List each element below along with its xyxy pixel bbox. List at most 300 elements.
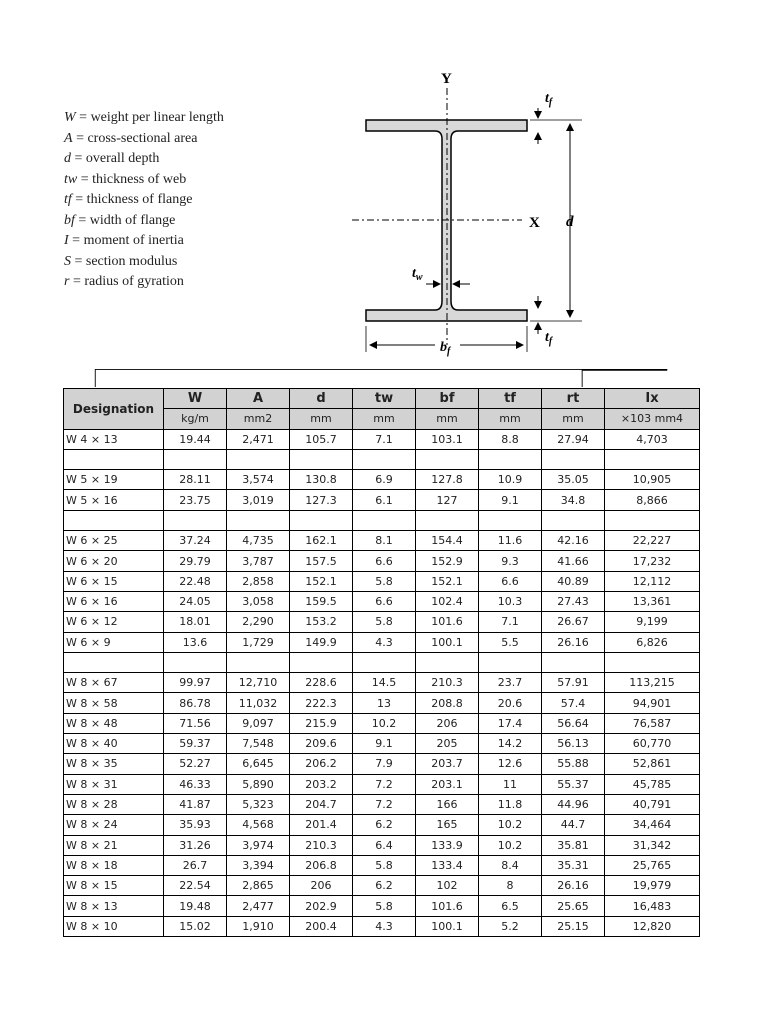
value-cell: 13 (353, 693, 416, 713)
value-cell: 44.7 (542, 815, 605, 835)
value-cell: 52.27 (164, 754, 227, 774)
value-cell: 5,890 (227, 774, 290, 794)
value-cell: 2,477 (227, 896, 290, 916)
value-cell: 60,770 (605, 734, 700, 754)
value-cell: 17.4 (479, 713, 542, 733)
value-cell: 26.7 (164, 855, 227, 875)
value-cell: 19.44 (164, 429, 227, 449)
value-cell: 10.9 (479, 470, 542, 490)
column-unit: ×103 mm4 (605, 409, 700, 429)
value-cell: 1,910 (227, 916, 290, 936)
table-row (64, 754, 700, 774)
legend-item (64, 211, 224, 232)
table-row (64, 612, 700, 632)
value-cell: 130.8 (290, 470, 353, 490)
value-cell: 35.05 (542, 470, 605, 490)
value-cell: 29.79 (164, 551, 227, 571)
column-header: rt (542, 389, 605, 409)
value-cell: 26.67 (542, 612, 605, 632)
value-cell: 5.8 (353, 855, 416, 875)
value-cell: 159.5 (290, 591, 353, 611)
symbol-legend (64, 108, 224, 293)
value-cell: 8.1 (353, 531, 416, 551)
value-cell: 13,361 (605, 591, 700, 611)
value-cell: 210.3 (290, 835, 353, 855)
designation-cell: W 6 × 12 (64, 612, 164, 632)
value-cell: 127.3 (290, 490, 353, 510)
legend-text: = cross-sectional area (72, 130, 198, 146)
value-cell (479, 449, 542, 469)
table-row (64, 510, 700, 530)
value-cell: 6.9 (353, 470, 416, 490)
value-cell: 7,548 (227, 734, 290, 754)
value-cell: 45,785 (605, 774, 700, 794)
value-cell: 127 (416, 490, 479, 510)
legend-text: = width of flange (74, 212, 176, 228)
value-cell: 9.1 (479, 490, 542, 510)
table-row (64, 896, 700, 916)
legend-text: = overall depth (71, 151, 160, 166)
value-cell: 16,483 (605, 896, 700, 916)
value-cell: 5.8 (353, 612, 416, 632)
table-row (64, 490, 700, 510)
value-cell: 14.5 (353, 673, 416, 693)
table-row (64, 794, 700, 814)
column-unit: mm (416, 409, 479, 429)
value-cell: 12,112 (605, 571, 700, 591)
value-cell: 202.9 (290, 896, 353, 916)
value-cell: 22.48 (164, 571, 227, 591)
value-cell (479, 652, 542, 672)
designation-cell: W 6 × 20 (64, 551, 164, 571)
value-cell: 41.87 (164, 794, 227, 814)
value-cell: 10.3 (479, 591, 542, 611)
value-cell: 37.24 (164, 531, 227, 551)
value-cell: 35.93 (164, 815, 227, 835)
legend-symbol: S (64, 253, 71, 269)
table-row (64, 734, 700, 754)
designation-cell: W 6 × 25 (64, 531, 164, 551)
value-cell: 103.1 (416, 429, 479, 449)
legend-symbol: tw (64, 171, 78, 187)
designation-cell (64, 652, 164, 672)
value-cell: 204.7 (290, 794, 353, 814)
value-cell: 8.4 (479, 855, 542, 875)
value-cell: 206.8 (290, 855, 353, 875)
column-header: A (227, 389, 290, 409)
table-row (64, 470, 700, 490)
table-row (64, 876, 700, 896)
web-thickness-label: $t_w$ (412, 266, 423, 283)
value-cell: 3,058 (227, 591, 290, 611)
value-cell: 22,227 (605, 531, 700, 551)
value-cell: 2,290 (227, 612, 290, 632)
value-cell: 210.3 (416, 673, 479, 693)
legend-text: = thickness of flange (71, 192, 193, 207)
column-header: tw (353, 389, 416, 409)
value-cell: 201.4 (290, 815, 353, 835)
legend-item (64, 252, 224, 273)
value-cell: 9.3 (479, 551, 542, 571)
value-cell (227, 449, 290, 469)
value-cell (290, 510, 353, 530)
designation-cell: W 5 × 16 (64, 490, 164, 510)
column-unit: mm (479, 409, 542, 429)
value-cell: 133.4 (416, 855, 479, 875)
value-cell (353, 449, 416, 469)
table-row (64, 449, 700, 469)
value-cell: 41.66 (542, 551, 605, 571)
designation-cell: W 8 × 15 (64, 876, 164, 896)
value-cell: 52,861 (605, 754, 700, 774)
value-cell (605, 449, 700, 469)
value-cell: 59.37 (164, 734, 227, 754)
legend-symbol: I (64, 233, 69, 248)
value-cell: 11,032 (227, 693, 290, 713)
column-unit: mm (290, 409, 353, 429)
legend-item (64, 149, 224, 170)
value-cell: 7.2 (353, 774, 416, 794)
value-cell: 7.9 (353, 754, 416, 774)
value-cell: 13.6 (164, 632, 227, 652)
value-cell: 2,858 (227, 571, 290, 591)
value-cell: 3,974 (227, 835, 290, 855)
value-cell (605, 652, 700, 672)
value-cell: 12.6 (479, 754, 542, 774)
value-cell: 3,787 (227, 551, 290, 571)
value-cell: 3,394 (227, 855, 290, 875)
table-row (64, 673, 700, 693)
value-cell: 23.75 (164, 490, 227, 510)
value-cell: 6.6 (353, 551, 416, 571)
value-cell: 166 (416, 794, 479, 814)
column-unit: mm2 (227, 409, 290, 429)
legend-symbol: r (64, 274, 70, 289)
value-cell: 9,199 (605, 612, 700, 632)
x-axis-label: X (529, 215, 540, 231)
column-header: bf (416, 389, 479, 409)
value-cell: 22.54 (164, 876, 227, 896)
value-cell: 4.3 (353, 632, 416, 652)
designation-cell: W 8 × 48 (64, 713, 164, 733)
value-cell: 2,471 (227, 429, 290, 449)
designation-cell: W 6 × 9 (64, 632, 164, 652)
value-cell: 94,901 (605, 693, 700, 713)
value-cell: 4,703 (605, 429, 700, 449)
designation-cell: W 8 × 21 (64, 835, 164, 855)
legend-text: = moment of inertia (68, 233, 184, 248)
value-cell: 222.3 (290, 693, 353, 713)
table-row (64, 713, 700, 733)
value-cell: 7.2 (353, 794, 416, 814)
value-cell: 35.81 (542, 835, 605, 855)
value-cell: 19,979 (605, 876, 700, 896)
designation-cell (64, 510, 164, 530)
value-cell: 57.91 (542, 673, 605, 693)
legend-symbol: tf (64, 192, 72, 207)
legend-symbol: W (64, 110, 76, 125)
value-cell: 101.6 (416, 896, 479, 916)
value-cell: 102 (416, 876, 479, 896)
designation-cell: W 8 × 35 (64, 754, 164, 774)
value-cell: 206 (290, 876, 353, 896)
value-cell: 14.2 (479, 734, 542, 754)
value-cell: 6,826 (605, 632, 700, 652)
value-cell: 8,866 (605, 490, 700, 510)
value-cell: 1,729 (227, 632, 290, 652)
value-cell: 40.89 (542, 571, 605, 591)
value-cell: 11 (479, 774, 542, 794)
value-cell: 5,323 (227, 794, 290, 814)
table-row (64, 571, 700, 591)
value-cell: 153.2 (290, 612, 353, 632)
value-cell: 44.96 (542, 794, 605, 814)
value-cell: 10,905 (605, 470, 700, 490)
value-cell: 165 (416, 815, 479, 835)
value-cell: 86.78 (164, 693, 227, 713)
value-cell: 206 (416, 713, 479, 733)
legend-item (64, 129, 224, 150)
value-cell: 105.7 (290, 429, 353, 449)
designation-cell: W 8 × 67 (64, 673, 164, 693)
value-cell: 203.2 (290, 774, 353, 794)
value-cell: 28.11 (164, 470, 227, 490)
value-cell: 209.6 (290, 734, 353, 754)
value-cell: 206.2 (290, 754, 353, 774)
legend-item (64, 170, 224, 191)
value-cell: 26.16 (542, 632, 605, 652)
value-cell: 10.2 (353, 713, 416, 733)
column-unit: kg/m (164, 409, 227, 429)
value-cell: 25.65 (542, 896, 605, 916)
value-cell (353, 510, 416, 530)
table-row (64, 632, 700, 652)
value-cell: 208.8 (416, 693, 479, 713)
value-cell: 101.6 (416, 612, 479, 632)
table-row (64, 774, 700, 794)
value-cell: 55.88 (542, 754, 605, 774)
value-cell: 9,097 (227, 713, 290, 733)
value-cell: 7.1 (353, 429, 416, 449)
value-cell: 4,735 (227, 531, 290, 551)
legend-symbol: bf (64, 212, 75, 228)
value-cell: 127.8 (416, 470, 479, 490)
value-cell: 6.6 (353, 591, 416, 611)
value-cell: 6.5 (479, 896, 542, 916)
value-cell: 40,791 (605, 794, 700, 814)
designation-cell: W 4 × 13 (64, 429, 164, 449)
table-row (64, 815, 700, 835)
value-cell: 6,645 (227, 754, 290, 774)
table-row (64, 551, 700, 571)
value-cell: 4.3 (353, 916, 416, 936)
value-cell (227, 510, 290, 530)
value-cell (542, 449, 605, 469)
value-cell: 5.5 (479, 632, 542, 652)
value-cell (416, 510, 479, 530)
table-top-frame (63, 369, 699, 387)
value-cell (542, 652, 605, 672)
value-cell: 4,568 (227, 815, 290, 835)
value-cell: 31,342 (605, 835, 700, 855)
ibeam-cross-section-diagram (340, 60, 600, 360)
designation-cell: W 8 × 58 (64, 693, 164, 713)
designation-cell: W 5 × 19 (64, 470, 164, 490)
value-cell (605, 510, 700, 530)
value-cell: 11.8 (479, 794, 542, 814)
value-cell: 25,765 (605, 855, 700, 875)
flange-thickness-label-bottom: $t_f$ (545, 330, 553, 347)
value-cell: 18.01 (164, 612, 227, 632)
value-cell: 2,865 (227, 876, 290, 896)
value-cell: 24.05 (164, 591, 227, 611)
value-cell: 152.1 (290, 571, 353, 591)
value-cell (164, 652, 227, 672)
value-cell: 149.9 (290, 632, 353, 652)
value-cell: 200.4 (290, 916, 353, 936)
value-cell (290, 652, 353, 672)
value-cell: 9.1 (353, 734, 416, 754)
designation-cell: W 6 × 15 (64, 571, 164, 591)
column-unit: mm (353, 409, 416, 429)
column-header: tf (479, 389, 542, 409)
value-cell: 6.1 (353, 490, 416, 510)
value-cell (416, 652, 479, 672)
table-row (64, 531, 700, 551)
value-cell: 15.02 (164, 916, 227, 936)
designation-cell: W 8 × 24 (64, 815, 164, 835)
legend-text: = thickness of web (77, 171, 187, 187)
designation-cell: W 8 × 31 (64, 774, 164, 794)
value-cell: 215.9 (290, 713, 353, 733)
value-cell: 100.1 (416, 632, 479, 652)
value-cell: 56.64 (542, 713, 605, 733)
value-cell: 56.13 (542, 734, 605, 754)
value-cell (227, 652, 290, 672)
section-properties-table (63, 388, 700, 937)
value-cell: 17,232 (605, 551, 700, 571)
legend-symbol: A (64, 130, 73, 146)
table-row (64, 916, 700, 936)
designation-cell: W 8 × 28 (64, 794, 164, 814)
value-cell: 5.2 (479, 916, 542, 936)
value-cell: 113,215 (605, 673, 700, 693)
value-cell: 20.6 (479, 693, 542, 713)
value-cell: 27.43 (542, 591, 605, 611)
flange-width-label: $b_f$ (440, 340, 451, 357)
value-cell: 31.26 (164, 835, 227, 855)
value-cell: 228.6 (290, 673, 353, 693)
depth-label: d (566, 214, 574, 230)
value-cell: 5.8 (353, 896, 416, 916)
value-cell: 27.94 (542, 429, 605, 449)
value-cell: 12,710 (227, 673, 290, 693)
designation-cell (64, 449, 164, 469)
legend-symbol: d (64, 151, 71, 166)
column-header: Ix (605, 389, 700, 409)
column-unit: mm (542, 409, 605, 429)
legend-text: = radius of gyration (69, 274, 184, 289)
value-cell: 203.1 (416, 774, 479, 794)
table-row (64, 693, 700, 713)
value-cell: 10.2 (479, 815, 542, 835)
value-cell (164, 510, 227, 530)
value-cell: 162.1 (290, 531, 353, 551)
value-cell: 12,820 (605, 916, 700, 936)
value-cell: 154.4 (416, 531, 479, 551)
value-cell: 100.1 (416, 916, 479, 936)
value-cell: 205 (416, 734, 479, 754)
legend-text: = section modulus (71, 253, 178, 269)
value-cell: 5.8 (353, 571, 416, 591)
legend-item (64, 272, 224, 293)
value-cell: 99.97 (164, 673, 227, 693)
designation-header: Designation (64, 389, 164, 430)
value-cell: 46.33 (164, 774, 227, 794)
value-cell: 34.8 (542, 490, 605, 510)
value-cell: 6.2 (353, 815, 416, 835)
designation-cell: W 8 × 13 (64, 896, 164, 916)
value-cell: 23.7 (479, 673, 542, 693)
value-cell: 6.4 (353, 835, 416, 855)
value-cell: 7.1 (479, 612, 542, 632)
designation-cell: W 8 × 10 (64, 916, 164, 936)
table-row (64, 429, 700, 449)
value-cell: 25.15 (542, 916, 605, 936)
designation-cell: W 8 × 40 (64, 734, 164, 754)
value-cell (479, 510, 542, 530)
designation-cell: W 6 × 16 (64, 591, 164, 611)
value-cell: 6.6 (479, 571, 542, 591)
value-cell: 8 (479, 876, 542, 896)
legend-text: = weight per linear length (75, 110, 224, 125)
legend-item (64, 190, 224, 211)
table-row (64, 835, 700, 855)
column-header: W (164, 389, 227, 409)
value-cell: 152.1 (416, 571, 479, 591)
value-cell (542, 510, 605, 530)
value-cell (290, 449, 353, 469)
flange-thickness-label-top: $t_f$ (545, 91, 553, 108)
value-cell: 10.2 (479, 835, 542, 855)
value-cell (416, 449, 479, 469)
table-row (64, 855, 700, 875)
value-cell: 3,019 (227, 490, 290, 510)
value-cell: 57.4 (542, 693, 605, 713)
value-cell: 26.16 (542, 876, 605, 896)
value-cell: 71.56 (164, 713, 227, 733)
table-row (64, 591, 700, 611)
value-cell: 6.2 (353, 876, 416, 896)
column-header: d (290, 389, 353, 409)
value-cell: 11.6 (479, 531, 542, 551)
value-cell: 133.9 (416, 835, 479, 855)
value-cell: 34,464 (605, 815, 700, 835)
table-row (64, 652, 700, 672)
value-cell: 102.4 (416, 591, 479, 611)
legend-item (64, 108, 224, 129)
value-cell (164, 449, 227, 469)
value-cell: 35.31 (542, 855, 605, 875)
value-cell: 3,574 (227, 470, 290, 490)
value-cell: 152.9 (416, 551, 479, 571)
value-cell: 203.7 (416, 754, 479, 774)
value-cell: 157.5 (290, 551, 353, 571)
legend-item (64, 231, 224, 252)
value-cell: 76,587 (605, 713, 700, 733)
value-cell: 19.48 (164, 896, 227, 916)
designation-cell: W 8 × 18 (64, 855, 164, 875)
